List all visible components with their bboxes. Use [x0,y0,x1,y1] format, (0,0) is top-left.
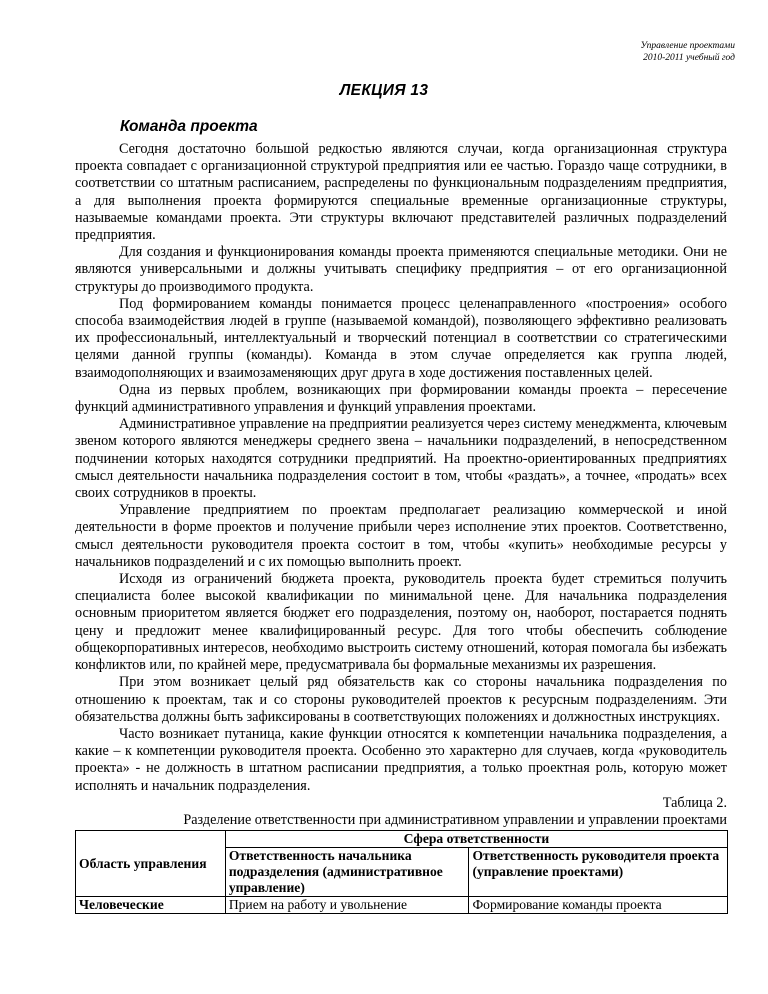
section-title: Команда проекта [120,118,258,135]
paragraph: Административное управление на предприятии реализуется через систему менеджмента, ключевым звеном которого являются менеджеры среднего звена – начальники подразделений, в непосредственном подчинении которых находятся сотрудники предприятий. На проектно-ориентированных предприятиях смысл деятельности начальника подразделения состоит в том, чтобы «раздать», а точнее, «продать» всех своих сотрудников в проекты. [75,416,727,502]
document-body [75,141,727,914]
table-title: Разделение ответственности при административном управлении и управлении проектами [183,811,727,828]
paragraph: Для создания и функционирования команды проекта применяются специальные методики. Они не являются универсальными и должны учитывать специфику предприятия – от его организационной структуры до производимого продукта. [75,244,727,295]
paragraph: Сегодня достаточно большой редкостью являются случаи, когда организационная структура проекта совпадает с организационной структурой предприятия или ее частью. Гораздо чаще сотрудники, в соответствии со штатным расписанием, распределены по функциональным подразделениям предприятия, а для выполнения проекта формируются специальные временные организационные структуры, называемые командами проекта. Эти структуры включают представителей различных подразделений предприятия. [75,141,727,244]
lecture-title: ЛЕКЦИЯ 13 [339,82,429,99]
table-cell-area: Человеческие [76,897,226,914]
paragraph: Одна из первых проблем, возникающих при формировании команды проекта – пересечение функций административного управления и функций управления проектами. [75,381,727,416]
paragraph: Управление предприятием по проектам предполагает реализацию коммерческой и иной деятельности в форме проектов и получение прибыли через исполнение этих проектов. Соответственно, смысл деятельности руководителя проекта состоит в том, чтобы «купить» необходимые ресурсы у начальников подразделений и с их помощью выполнить проект. [75,502,727,570]
header-year: 2010-2011 учебный год [643,53,735,63]
paragraph: При этом возникает целый ряд обязательств как со стороны начальника подразделения по отношению к проектам, так и со стороны руководителей проектов к ресурсным подразделениям. Эти обязательства должны быть зафиксированы в соответствующих положениях и должностных инструкциях. [75,674,727,725]
paragraph: Часто возникает путаница, какие функции относятся к компетенции начальника подразделения, а какие – к компетенции руководителя проекта. Особенно это характерно для случаев, когда «руководитель проекта» - не должность в штатном расписании предприятия, а только проектная роль, которую может исполнять и начальник подразделения. [75,725,727,794]
pm-header-cell: Ответственность руководителя проекта (управление проектами) [469,848,728,897]
paragraph: Под формированием команды понимается процесс целенаправленного «построения» особого способа взаимодействия людей в группе (называемой командой), позволяющего эффективно реализовать их профессиональный, интеллектуальный и творческий потенциал в соответствии со стратегическими целями данной группы (команды). Команда в этом случае определяется как группа людей, взаимодополняющих и взаимозаменяющих друг друга в ходе достижения поставленных целей. [75,295,727,381]
header-course: Управление проектами [640,41,735,51]
area-header-cell: Область управления [76,831,226,897]
table-row [76,897,728,914]
responsibility-table [75,830,728,914]
table-number: Таблица 2. [662,794,727,811]
table-cell-pm: Формирование команды проекта [469,897,728,914]
sphere-header-cell: Сфера ответственности [225,831,727,848]
manager-header-cell: Ответственность начальника подразделения (административное управление) [225,848,469,897]
table-cell-manager: Прием на работу и увольнение [225,897,469,914]
running-header [641,40,735,64]
paragraph: Исходя из ограничений бюджета проекта, руководитель проекта будет стремиться получить специалиста более высокой квалификации по минимальной цене. Для начальника подразделения основным приоритетом является бюджет его подразделения, поэтому он, наоборот, постарается поднять цену и предложит менее квалифицированный ресурс. Для того чтобы обеспечить соблюдение общекорпоративных интересов, необходимо выстроить систему отношений, которая помогала бы избежать конфликтов или, по крайней мере, предусматривала бы формальные механизмы их разрешения. [75,571,727,674]
